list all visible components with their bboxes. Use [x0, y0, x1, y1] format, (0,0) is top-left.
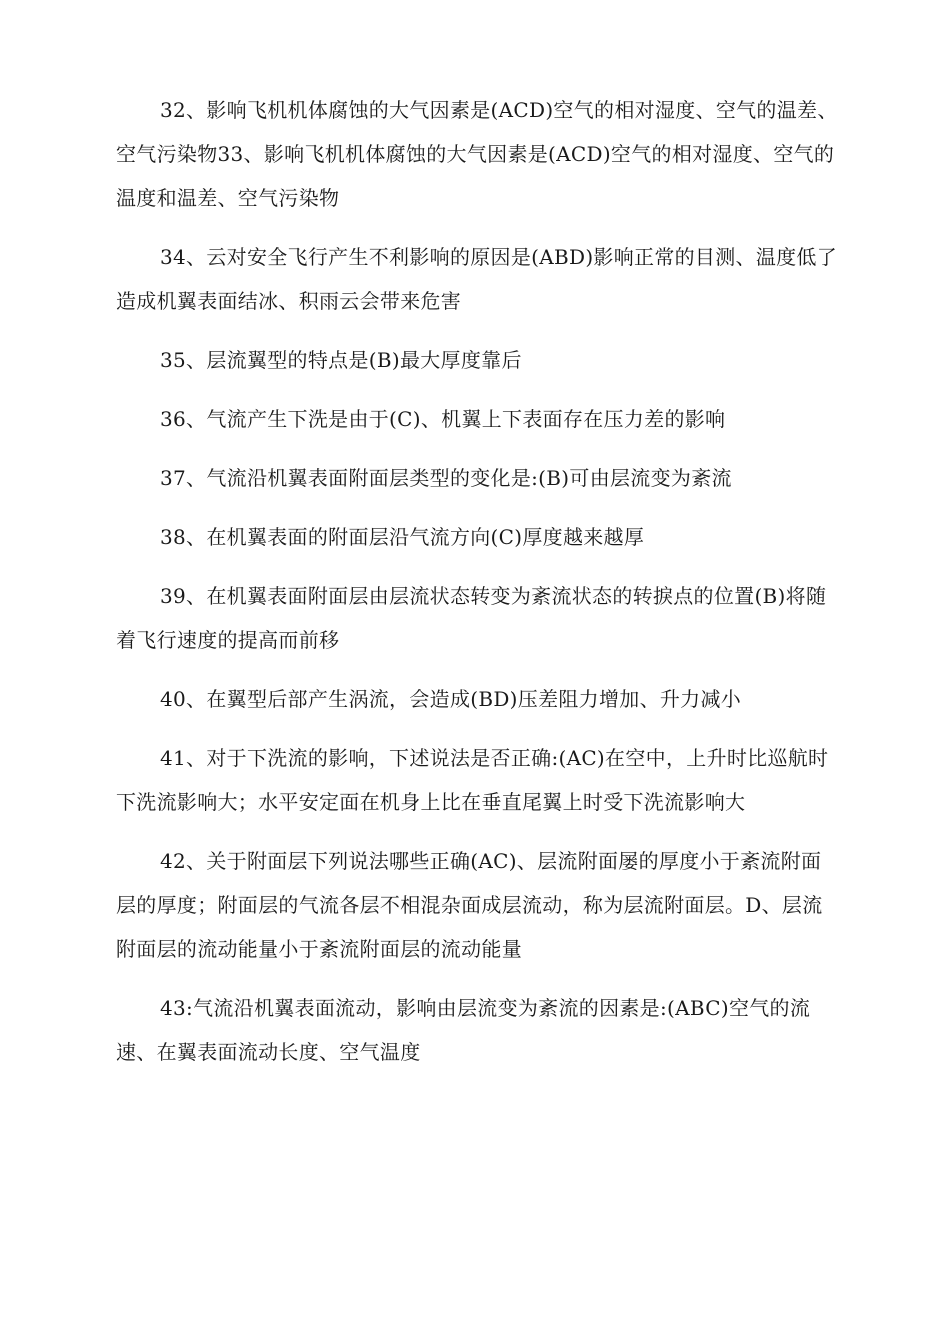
document-body: [116, 88, 838, 1089]
paragraph-q38: 38、在机翼表面的附面层沿气流方向(C)厚度越来越厚: [160, 525, 645, 549]
paragraph-q35: 35、层流翼型的特点是(B)最大厚度靠后: [160, 348, 522, 372]
paragraph-q34: 34、云对安全飞行产生不利影响的原因是(ABD)影响正常的目测、温度低了造成机翼表面结冰、积雨云会带来危害: [116, 245, 838, 313]
paragraph-q39: 39、在机翼表面附面层由层流状态转变为紊流状态的转捩点的位置(B)将随着飞行速度的提高而前移: [116, 584, 827, 652]
paragraph-q40: 40、在翼型后部产生涡流，会造成(BD)压差阻力增加、升力减小: [160, 687, 742, 711]
paragraph-q32-q33: 32、影响飞机机体腐蚀的大气因素是(ACD)空气的相对湿度、空气的温差、空气污染物33、影响飞机机体腐蚀的大气因素是(ACD)空气的相对湿度、空气的温度和温差、空气污染物: [116, 98, 838, 210]
paragraph-q37: 37、气流沿机翼表面附面层类型的变化是:(B)可由层流变为紊流: [160, 466, 732, 490]
paragraph-q41: 41、对于下洗流的影响，下述说法是否正确:(AC)在空中，上升时比巡航时下洗流影响大；水平安定面在机身上比在垂直尾翼上时受下洗流影响大: [116, 746, 829, 814]
paragraph-q43: 43:气流沿机翼表面流动，影响由层流变为紊流的因素是:(ABC)空气的流速、在翼表面流动长度、空气温度: [116, 996, 811, 1064]
paragraph-q42: 42、关于附面层下列说法哪些正确(AC)、层流附面屡的厚度小于紊流附面层的厚度；附面层的气流各层不相混杂面成层流动，称为层流附面层。D、层流附面层的流动能量小于紊流附面层的流动能量: [116, 849, 823, 961]
paragraph-q36: 36、气流产生下洗是由于(C)、机翼上下表面存在压力差的影响: [160, 407, 726, 431]
